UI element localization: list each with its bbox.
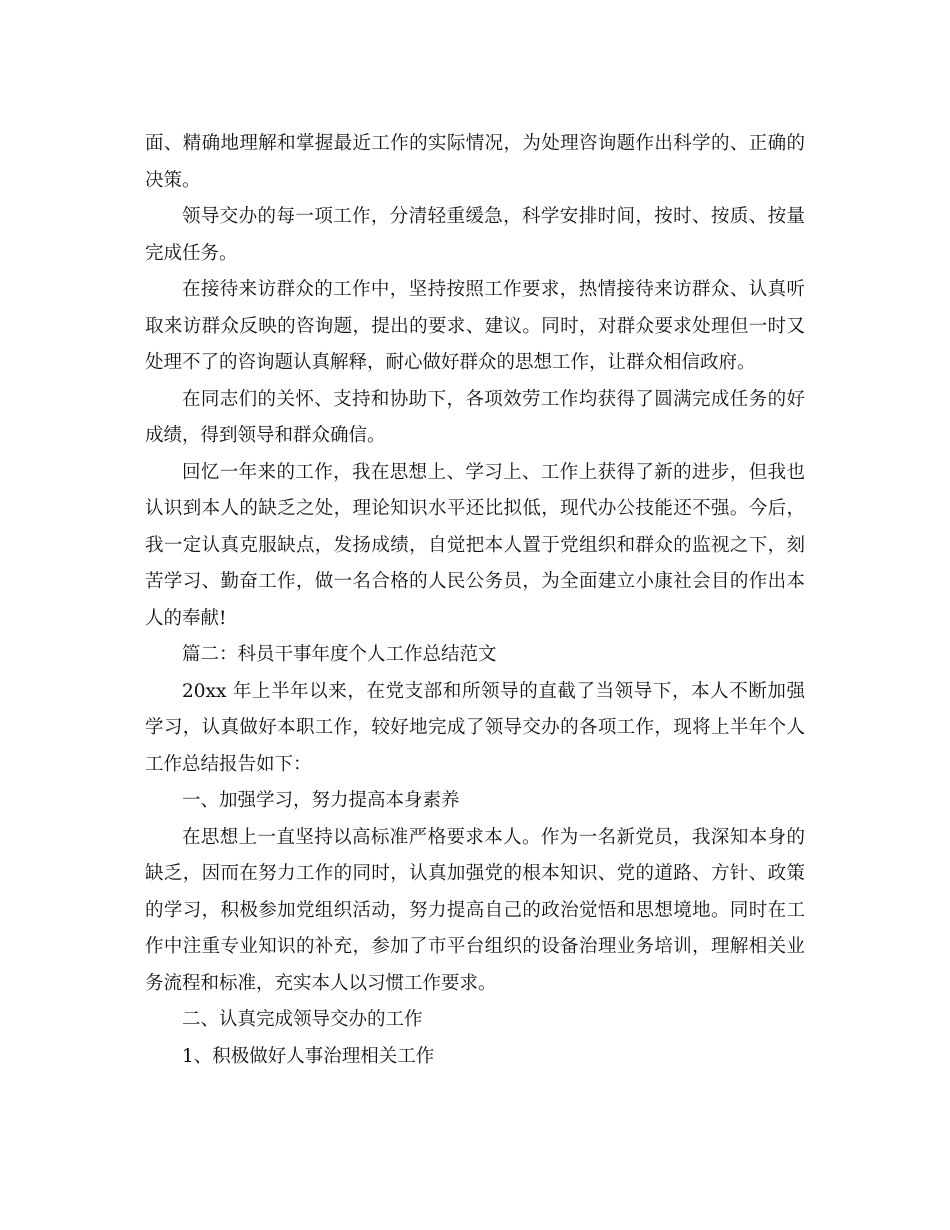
subsection-heading-personnel: 1、积极做好人事治理相关工作	[182, 1045, 435, 1067]
paragraph-receiving-visitors: 在接待来访群众的工作中，坚持按照工作要求，热情接待来访群众、认真听取来访群众反映的咨询题，提出的要求、建议。同时，对群众要求处理但一时又处理不了的咨询题认真解释，耐心做好群众的思想工作，让群众相信政府。	[145, 279, 805, 373]
section-heading-study: 一、加强学习，努力提高本身素养	[182, 790, 460, 811]
section-heading-part-two: 篇二：科员干事年度个人工作总结范文	[182, 644, 497, 665]
paragraph-assigned-tasks: 领导交办的每一项工作，分清轻重缓急，科学安排时间，按时、按质、按量完成任务。	[145, 206, 805, 264]
paragraph-decision-continuation: 面、精确地理解和掌握最近工作的实际情况，为处理咨询题作出科学的、正确的决策。	[145, 133, 805, 191]
paragraph-service-results: 在同志们的关怀、支持和协助下，各项效劳工作均获得了圆满完成任务的好成绩，得到领导和群众确信。	[145, 388, 805, 446]
paragraph-half-year-intro: 20xx 年上半年以来，在党支部和所领导的直截了当领导下，本人不断加强学习，认真做好本职工作，较好地完成了领导交办的各项工作，现将上半年个人工作总结报告如下：	[145, 680, 805, 775]
paragraph-study-details: 在思想上一直坚持以高标准严格要求本人。作为一名新党员，我深知本身的缺乏，因而在努力工作的同时，认真加强党的根本知识、党的道路、方针、政策的学习，积极参加党组织活动，努力提高自己的政治觉悟和思想境地。同时在工作中注重专业知识的补充，参加了市平台组织的设备治理业务培训，理解相关业务流程和标准，充实本人以习惯工作要求。	[145, 826, 805, 994]
document-body	[145, 126, 805, 1075]
paragraph-year-review: 回忆一年来的工作，我在思想上、学习上、工作上获得了新的进步，但我也认识到本人的缺乏之处，理论知识水平还比拟低，现代办公技能还不强。今后，我一定认真克服缺点，发扬成绩，自觉把本人置于党组织和群众的监视之下，刻苦学习、勤奋工作，做一名合格的人民公务员，为全面建立小康社会目的作出本人的奉献!	[145, 461, 805, 629]
section-heading-assigned-work: 二、认真完成领导交办的工作	[182, 1009, 423, 1030]
